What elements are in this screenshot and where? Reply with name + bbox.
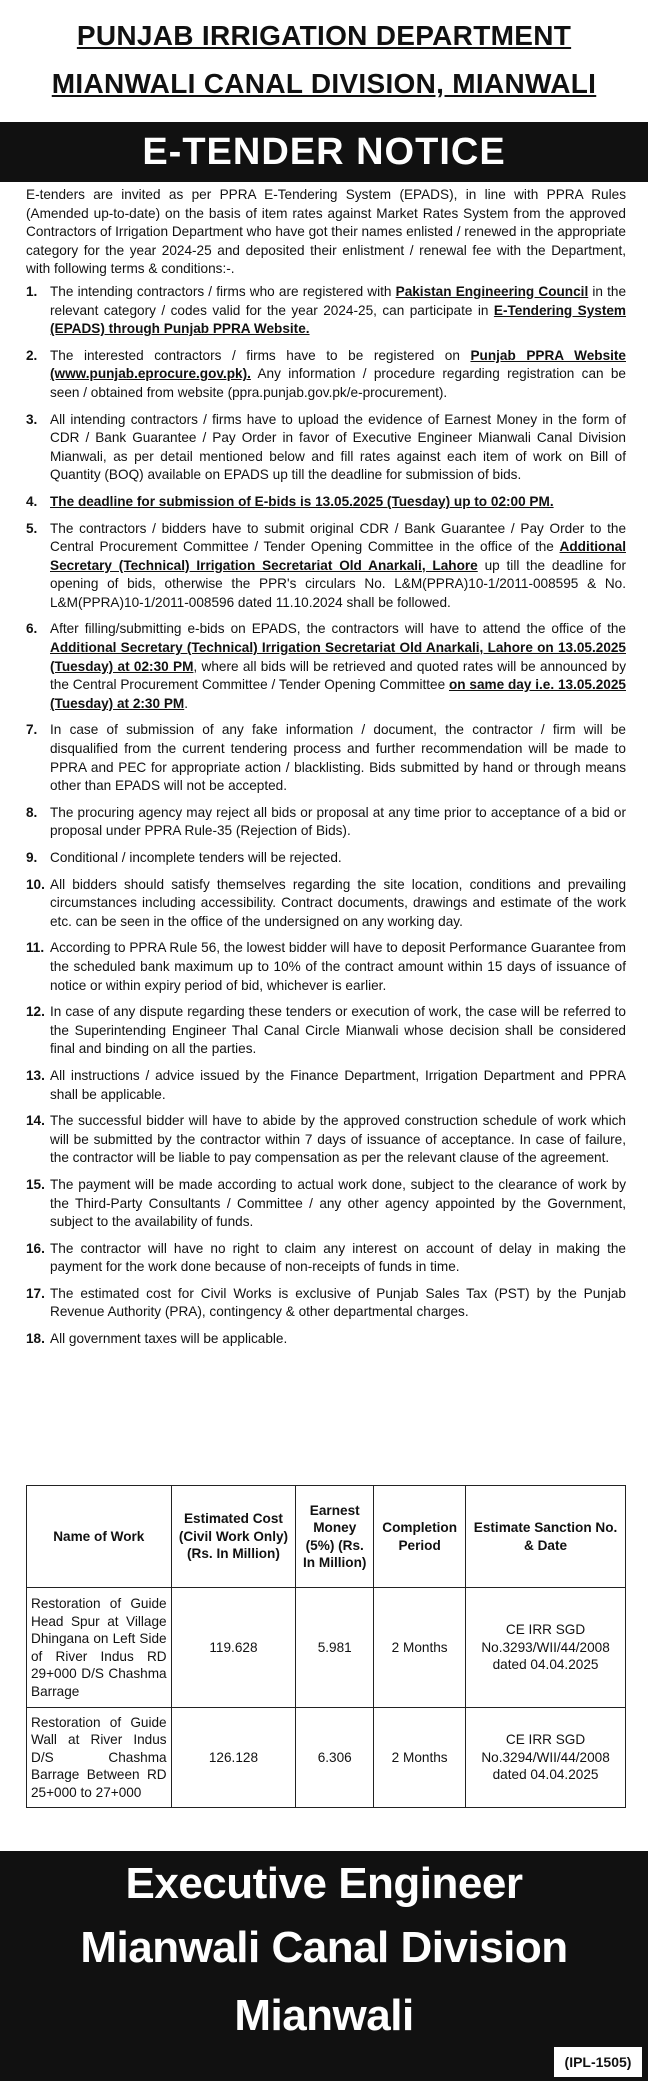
col-header-estimate-sanction: Estimate Sanction No. & Date xyxy=(466,1486,626,1588)
term-emphasis: E-Tendering System (EPADS) through Punjab PPRA Website. xyxy=(50,302,626,337)
term-number: 13. xyxy=(26,1067,45,1083)
work-name-cell: Restoration of Guide Head Spur at Village Dhingana on Left Side of River Indus RD 29+000 D/S Chashma Barrage xyxy=(27,1588,172,1708)
term-item xyxy=(26,1330,626,1349)
term-text: Conditional / incomplete tenders will be rejected. xyxy=(50,850,342,865)
division-name: MIANWALI CANAL DIVISION, MIANWALI xyxy=(51,68,597,99)
term-emphasis: The deadline for submission of E-bids is 13.05.2025 (Tuesday) up to 02:00 PM. xyxy=(50,493,554,509)
term-text: The intending contractors / firms who are registered with xyxy=(50,283,396,299)
term-number: 14. xyxy=(26,1113,45,1129)
term-text: up till the deadline for opening of bids, otherwise the PPR's circulars No. L&M(PPRA)10-1/2011-008595 & No. L&M(PPRA)10-1/2011-008596 dated 11.10.2024 shall be followed. xyxy=(50,557,626,610)
notice-title: E-TENDER NOTICE xyxy=(0,122,648,182)
term-number: 15. xyxy=(26,1176,45,1192)
term-item xyxy=(26,876,626,932)
term-emphasis: Pakistan Engineering Council xyxy=(395,283,589,299)
term-item xyxy=(26,1285,626,1322)
term-number: 8. xyxy=(26,804,38,820)
col-header-name-of-work: Name of Work xyxy=(27,1486,172,1588)
term-item xyxy=(26,1003,626,1059)
term-text: According to PPRA Rule 56, the lowest bidder will have to deposit Performance Guarantee from the scheduled bank maximum up to 10% of the contract amount within 15 days of issuance of notice or within expiry period of bid, whichever is earlier. xyxy=(50,940,626,993)
signatory-division: Mianwali Canal Division xyxy=(80,1923,568,1972)
completion-period-cell: 2 Months xyxy=(374,1708,466,1808)
term-text: The estimated cost for Civil Works is exclusive of Punjab Sales Tax (PST) by the Punjab Revenue Authority (PRA), contingency & other departmental charges. xyxy=(50,1285,626,1320)
term-item xyxy=(26,347,626,403)
ipl-reference: (IPL-1505) xyxy=(554,2047,642,2077)
term-text: In case of any dispute regarding these tenders or execution of work, the case will be referred to the Superintending Engineer Thal Canal Circle Mianwali whose decision shall be considered final and binding on all the parties. xyxy=(50,1004,626,1057)
term-text: The contractor will have no right to claim any interest on account of delay in making the payment for the work done because of non-receipts of funds in time. xyxy=(50,1240,626,1275)
term-text: The payment will be made according to actual work done, subject to the clearance of work by the Third-Party Consultants / Committee / any other agency appointed by the Government, subject to the availability of funds. xyxy=(50,1176,626,1230)
term-item xyxy=(26,849,626,868)
term-text: All instructions / advice issued by the Finance Department, Irrigation Department and PPRA shall be applicable. xyxy=(50,1067,626,1102)
term-number: 17. xyxy=(26,1285,45,1301)
term-text: , where all bids will be retrieved and quoted rates will be announced by the Central Procurement Committee / Tender Opening Committee xyxy=(50,658,626,693)
term-text: All intending contractors / firms have to upload the evidence of Earnest Money in the form of CDR / Bank Guarantee / Pay Order in favor of Executive Engineer Mianwali Canal Division Mianwali, as per detail mentioned below and fill rates against each item of work on Bill of Quantity (BOQ) available on EPADS up till the deadline for submission of bids. xyxy=(50,411,626,483)
term-number: 2. xyxy=(26,347,38,363)
term-item xyxy=(26,1176,626,1232)
term-item xyxy=(26,721,626,795)
term-number: 6. xyxy=(26,621,38,637)
term-text: The contractors / bidders have to submit original CDR / Bank Guarantee / Pay Order to the Central Procurement Committee / Tender Opening Committee in the office of the xyxy=(50,520,626,555)
term-item xyxy=(26,939,626,995)
work-name-cell: Restoration of Guide Wall at River Indus D/S Chashma Barrage Between RD 25+000 to 27+000 xyxy=(27,1708,172,1808)
term-number: 11. xyxy=(26,940,45,956)
completion-period-cell: 2 Months xyxy=(374,1588,466,1708)
table-header-row xyxy=(27,1486,626,1588)
estimated-cost-cell: 126.128 xyxy=(171,1708,296,1808)
notice-header xyxy=(0,0,648,122)
term-text: After filling/submitting e-bids on EPADS, the contractors will have to attend the office of the xyxy=(50,621,626,637)
term-text: in the relevant category / codes valid for the year 2024-25, can participate in xyxy=(50,283,627,318)
term-text: The successful bidder will have to abide by the approved construction schedule of work which will be submitted by the contractor within 7 days of issuance of acceptance. In case of failure, the contractor will be liable to pay compensation as per the relevant clause of the agreement. xyxy=(50,1113,626,1166)
term-text: Any information / procedure regarding registration can be seen / obtained from website (ppra.punjab.gov.pk/e-procurement). xyxy=(50,366,626,400)
term-item xyxy=(26,520,626,613)
term-item xyxy=(26,283,626,339)
term-number: 12. xyxy=(26,1004,45,1020)
term-emphasis: Punjab PPRA Website (www.punjab.eprocure.gov.pk). xyxy=(50,347,626,382)
terms-list xyxy=(26,283,626,1349)
term-item xyxy=(26,411,626,485)
term-number: 4. xyxy=(26,493,38,509)
term-item xyxy=(26,1067,626,1104)
term-number: 10. xyxy=(26,876,45,892)
term-emphasis: Additional Secretary (Technical) Irrigation Secretariat Old Anarkali, Lahore on 13.05.2025 (Tuesday) at 02:30 PM xyxy=(50,640,626,674)
signatory-title: Executive Engineer xyxy=(125,1859,523,1908)
term-text: The interested contractors / firms have to be registered on xyxy=(50,347,471,363)
term-number: 7. xyxy=(26,722,38,738)
sanction-cell: CE IRR SGD No.3294/WII/44/2008 dated 04.04.2025 xyxy=(466,1708,626,1808)
term-item xyxy=(26,493,626,512)
table-row xyxy=(27,1708,626,1808)
sanction-cell: CE IRR SGD No.3293/WII/44/2008 dated 04.04.2025 xyxy=(466,1588,626,1708)
term-number: 3. xyxy=(26,411,38,427)
signature-block xyxy=(0,1851,648,2081)
term-number: 18. xyxy=(26,1331,45,1347)
term-emphasis: on same day i.e. 13.05.2025 (Tuesday) at 2:30 PM xyxy=(50,677,626,711)
term-text: In case of submission of any fake information / document, the contractor / firm will be disqualified from the current tendering process and further recommendation will be made to PPRA and PEC for appropriate action / blacklisting. Bids submitted by hand or through means other than EPADS will not be accepted. xyxy=(50,722,626,794)
earnest-money-cell: 5.981 xyxy=(296,1588,374,1708)
earnest-money-cell: 6.306 xyxy=(296,1708,374,1808)
department-name: PUNJAB IRRIGATION DEPARTMENT xyxy=(76,20,572,51)
term-emphasis: Additional Secretary (Technical) Irrigation Secretariat Old Anarkali, Lahore xyxy=(50,539,626,573)
notice-body xyxy=(0,186,648,1357)
term-item xyxy=(26,620,626,713)
term-text: . xyxy=(184,695,188,711)
term-number: 1. xyxy=(26,283,38,299)
term-number: 5. xyxy=(26,520,38,536)
term-number: 9. xyxy=(26,850,38,865)
term-text: All bidders should satisfy themselves regarding the site location, conditions and prevailing circumstances including accessibility. Contract documents, drawings and estimate of the work etc. can be seen in the office of the undersigned on any working day. xyxy=(50,876,626,929)
signatory-location: Mianwali xyxy=(234,1991,414,2040)
estimated-cost-cell: 119.628 xyxy=(171,1588,296,1708)
table-row xyxy=(27,1588,626,1708)
term-text: The procuring agency may reject all bids or proposal at any time prior to acceptance of a bid or proposal under PPRA Rule-35 (Rejection of Bids). xyxy=(50,804,626,839)
term-item xyxy=(26,1240,626,1277)
col-header-completion-period: Completion Period xyxy=(374,1486,466,1588)
term-item xyxy=(26,1112,626,1168)
col-header-estimated-cost: Estimated Cost (Civil Work Only) (Rs. In Million) xyxy=(171,1486,296,1588)
works-table xyxy=(26,1485,626,1808)
term-number: 16. xyxy=(26,1240,45,1256)
term-text: All government taxes will be applicable. xyxy=(50,1331,288,1347)
intro-paragraph: E-tenders are invited as per PPRA E-Tendering System (EPADS), in line with PPRA Rules (Amended up-to-date) on the basis of item rates against Market Rates System from the approved Contractors of Irrigation Department who have got their names enlisted / renewed in the appropriate category for the year 2024-25 and deposited their enlistment / renewal fee with the Department, with following terms & conditions:-. xyxy=(26,187,626,277)
term-item xyxy=(26,804,626,841)
col-header-earnest-money: Earnest Money (5%) (Rs. In Million) xyxy=(296,1486,374,1588)
